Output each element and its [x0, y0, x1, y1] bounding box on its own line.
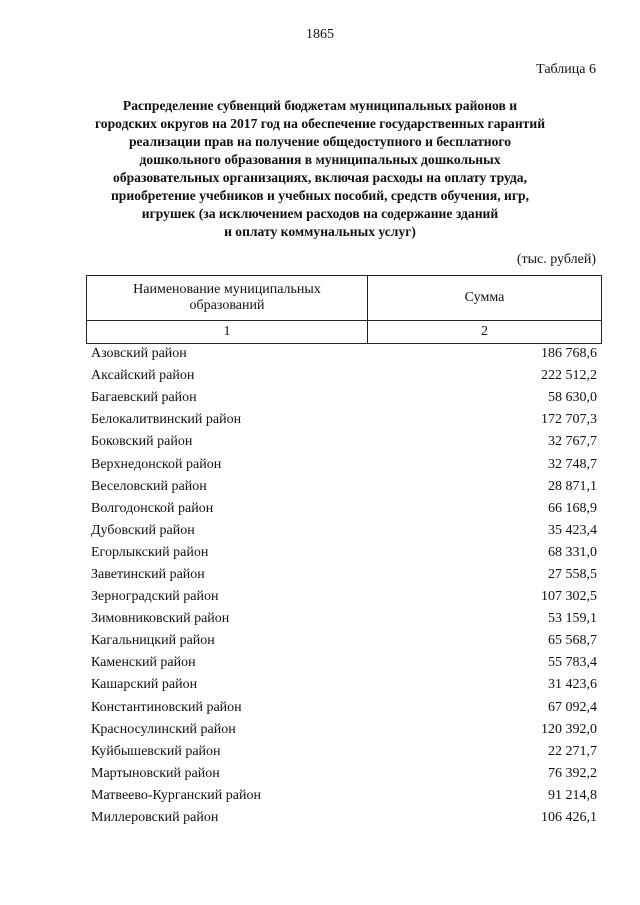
- title-line: реализации прав на получение общедоступного и бесплатного: [128, 134, 512, 149]
- amount-value: 76 392,2: [548, 765, 597, 781]
- municipality-name: Куйбышевский район: [91, 743, 221, 759]
- header-sum-cell: Сумма: [368, 276, 602, 321]
- amount-value: 53 159,1: [548, 611, 597, 627]
- amount-value: 106 426,1: [541, 810, 597, 826]
- title-line: и оплату коммунальных услуг): [224, 224, 416, 239]
- amount-value: 35 423,4: [548, 522, 597, 538]
- municipality-name: Зерноградский район: [91, 589, 219, 605]
- table-row: [91, 343, 597, 365]
- table-row: [91, 652, 597, 674]
- table-header: [86, 275, 602, 344]
- municipality-name: Красносулинский район: [91, 721, 236, 737]
- table-row: [91, 741, 597, 763]
- header-name-cell: [87, 276, 368, 321]
- table-row: [91, 365, 597, 387]
- page-number: 1865: [306, 27, 334, 42]
- amount-value: 65 568,7: [548, 633, 597, 649]
- municipality-name: Верхнедонской район: [91, 456, 222, 472]
- table-row: [91, 586, 597, 608]
- amount-value: 32 767,7: [548, 434, 597, 450]
- municipality-name: Дубовский район: [91, 522, 195, 538]
- municipality-name: Егорлыкский район: [91, 544, 209, 560]
- table-row: [91, 453, 597, 475]
- title-line: образовательных организациях, включая расходы на оплату труда,: [113, 170, 527, 185]
- municipality-name: Кагальницкий район: [91, 633, 215, 649]
- amount-value: 66 168,9: [548, 500, 597, 516]
- table-row: [91, 564, 597, 586]
- table-row: [91, 763, 597, 785]
- header-col-number: 1: [87, 321, 368, 344]
- municipality-name: Белокалитвинский район: [91, 412, 242, 428]
- amount-value: 32 748,7: [548, 456, 597, 472]
- amount-value: 120 392,0: [541, 721, 597, 737]
- municipality-name: Константиновский район: [91, 699, 242, 715]
- units-note: (тыс. рублей): [516, 252, 596, 267]
- municipality-name: Мартыновский район: [91, 765, 220, 781]
- municipality-name: Миллеровский район: [91, 810, 219, 826]
- table-row: [91, 608, 597, 630]
- table-row: [91, 697, 597, 719]
- table-row: [91, 542, 597, 564]
- title-line: дошкольного образования в муниципальных дошкольных: [139, 152, 501, 167]
- amount-value: 107 302,5: [541, 589, 597, 605]
- amount-value: 68 331,0: [548, 544, 597, 560]
- amount-value: 58 630,0: [548, 390, 597, 406]
- table-title: [90, 97, 550, 241]
- amount-value: 222 512,2: [541, 368, 597, 384]
- amount-value: 172 707,3: [541, 412, 597, 428]
- table-label: Таблица 6: [536, 62, 596, 77]
- amount-value: 67 092,4: [548, 699, 597, 715]
- municipality-name: Боковский район: [91, 434, 193, 450]
- title-line: городских округов на 2017 год на обеспечение государственных гарантий: [94, 116, 546, 131]
- municipality-name: Заветинский район: [91, 566, 205, 582]
- table-row: [91, 674, 597, 696]
- table-row: [91, 387, 597, 409]
- amount-value: 22 271,7: [548, 743, 597, 759]
- table-row: [91, 409, 597, 431]
- table-row: [91, 719, 597, 741]
- municipality-name: Багаевский район: [91, 390, 197, 406]
- municipality-name: Кашарский район: [91, 677, 198, 693]
- amount-value: 28 871,1: [548, 478, 597, 494]
- municipality-name: Веселовский район: [91, 478, 207, 494]
- title-line: игрушек (за исключением расходов на содержание зданий: [141, 206, 499, 221]
- municipality-name: Аксайский район: [91, 368, 195, 384]
- municipality-name: Зимовниковский район: [91, 611, 230, 627]
- amount-value: 55 783,4: [548, 655, 597, 671]
- municipality-name: Каменский район: [91, 655, 196, 671]
- table-body: [91, 343, 597, 829]
- table-row: [91, 520, 597, 542]
- amount-value: 27 558,5: [548, 566, 597, 582]
- table-row: [91, 807, 597, 829]
- amount-value: 186 768,6: [541, 346, 597, 362]
- title-line: Распределение субвенций бюджетам муниципальных районов и: [122, 98, 518, 113]
- municipality-name: Волгодонской район: [91, 500, 214, 516]
- municipality-name: Азовский район: [91, 346, 187, 362]
- amount-value: 91 214,8: [548, 787, 597, 803]
- amount-value: 31 423,6: [548, 677, 597, 693]
- municipality-name: Матвеево-Курганский район: [91, 787, 261, 803]
- table-row: [91, 498, 597, 520]
- header-col-number: 2: [368, 321, 602, 344]
- table-row: [91, 431, 597, 453]
- table-row: [91, 785, 597, 807]
- title-line: приобретение учебников и учебных пособий, средств обучения, игр,: [110, 188, 530, 203]
- header-name-line: образований: [189, 298, 265, 313]
- table-row: [91, 476, 597, 498]
- header-name-line: Наименование муниципальных: [133, 282, 321, 297]
- table-row: [91, 630, 597, 652]
